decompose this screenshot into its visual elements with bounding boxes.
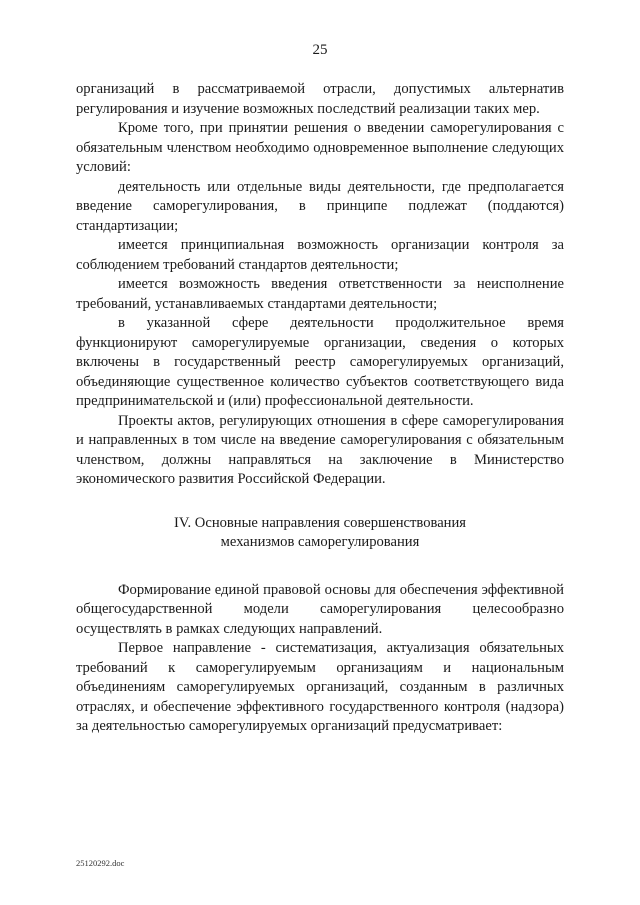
paragraph: Формирование единой правовой основы для обеспечения эффективной общегосударственной модели саморегулирования целесообразно осуществлять в рамках следующих направлений.: [76, 581, 564, 637]
list-condition: в указанной сфере деятельности продолжительное время функционируют саморегулируемые организации, сведения о которых включены в государственный реестр саморегулируемых организаций, объединяющие существенное количество субъектов соответствующего вида предпринимательской и (или) профессиональной деятельности.: [76, 315, 564, 409]
paragraph: Первое направление - систематизация, актуализация обязательных требований к саморегулируемым организациям и национальным объединениям саморегулируемых организаций, созданным в различных отраслях, и обеспечение эффективного государственного контроля (надзора) за деятельностью саморегулируемых организаций предусматривает:: [76, 640, 564, 734]
list-condition: имеется возможность введения ответственности за неисполнение требований, устанавливаемых стандартами деятельности;: [76, 276, 564, 312]
file-name-footer: 25120292.doc: [76, 858, 125, 868]
list-condition: имеется принципиальная возможность организации контроля за соблюдением требований стандартов деятельности;: [76, 237, 564, 273]
document-body: [76, 80, 564, 737]
paragraph: Кроме того, при принятии решения о введении саморегулирования с обязательным членством необходимо одновременное выполнение следующих условий:: [76, 120, 564, 175]
section-heading: [76, 514, 564, 553]
page-number: 25: [312, 42, 328, 58]
paragraph: Проекты актов, регулирующих отношения в сфере саморегулирования и направленных в том числе на введение саморегулирования с обязательным членством, должны направляться на заключение в Министерство экономического развития Российской Федерации.: [76, 412, 564, 487]
paragraph: организаций в рассматриваемой отрасли, допустимых альтернатив регулирования и изучение возможных последствий реализации таких мер.: [76, 81, 564, 117]
list-condition: деятельность или отдельные виды деятельности, где предполагается введение саморегулирования, в принципе подлежат (поддаются) стандартизации;: [76, 178, 564, 234]
section-heading-line: механизмов саморегулирования: [220, 534, 420, 550]
section-heading-line: IV. Основные направления совершенствования: [173, 514, 467, 531]
